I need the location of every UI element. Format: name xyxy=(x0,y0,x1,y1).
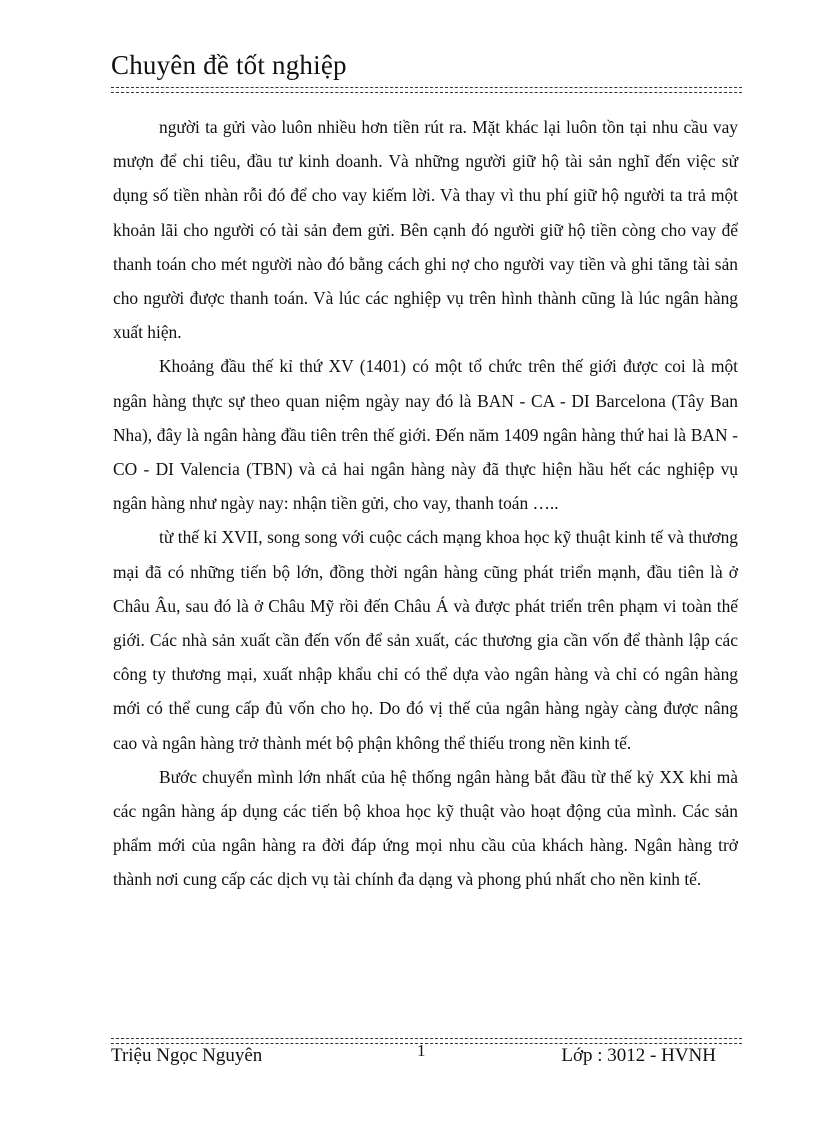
footer-author: Triệu Ngọc Nguyên xyxy=(111,1045,263,1066)
page-footer xyxy=(111,1041,742,1075)
paragraph: từ thế kỉ XVII, song song với cuộc cách mạng khoa học kỹ thuật kinh tế và thương mại đã có những tiến bộ lớn, đồng thời ngân hàng cũng phát triển mạnh, đầu tiên là ở Châu Âu, sau đó là ở Châu Mỹ rồi đến Châu Á và được phát triển trên phạm vi toàn thế giới. Các nhà sản xuất cần đến vốn để sản xuất, các thương gia cần vốn để thành lập các công ty thương mại, xuất nhập khẩu chỉ có thể dựa vào ngân hàng và chỉ có ngân hàng mới có thể cung cấp đủ vốn cho họ. Do đó vị thế của ngân hàng ngày càng được nâng cao và ngân hàng trở thành mét bộ phận không thể thiếu trong nền kinh tế. xyxy=(113,527,738,753)
footer-divider xyxy=(111,1038,742,1044)
paragraph: Bước chuyển mình lớn nhất của hệ thống ngân hàng bắt đầu từ thế kỷ XX khi mà các ngân hàng áp dụng các tiến bộ khoa học kỹ thuật vào hoạt động của mình. Các sản phẩm mới của ngân hàng ra đời đáp ứng mọi nhu cầu của khách hàng. Ngân hàng trở thành nơi cung cấp các dịch vụ tài chính đa dạng và phong phú nhất cho nền kinh tế. xyxy=(113,766,738,890)
page-number: 1 xyxy=(417,1041,426,1060)
paragraph: Khoảng đầu thế kỉ thứ XV (1401) có một tổ chức trên thế giới được coi là một ngân hàng thực sự theo quan niệm ngày nay đó là BAN - CA - DI Barcelona (Tây Ban Nha), đây là ngân hàng đầu tiên trên thế giới. Đến năm 1409 ngân hàng thứ hai là BAN - CO - DI Valencia (TBN) và cả hai ngân hàng này đã thực hiện hầu hết các nghiệp vụ ngân hàng như ngày nay: nhận tiền gửi, cho vay, thanh toán ….. xyxy=(113,356,738,514)
document-body xyxy=(113,110,738,897)
header-divider xyxy=(111,87,742,93)
footer-class-info: Lớp : 3012 - HVNH xyxy=(561,1045,716,1066)
paragraph: người ta gửi vào luôn nhiều hơn tiền rút ra. Mặt khác lại luôn tồn tại nhu cầu vay mượn để chi tiêu, đầu tư kinh doanh. Và những người giữ hộ tài sản nghĩ đến việc sử dụng số tiền nhàn rỗi đó để cho vay kiếm lời. Và thay vì thu phí giữ hộ người ta trả một khoản lãi cho người có tài sản đem gửi. Bên cạnh đó người giữ hộ tiền còng cho vay để thanh toán cho mét người nào đó bằng cách ghi nợ cho người vay tiền và ghi tăng tài sản cho người được thanh toán. Và lúc các nghiệp vụ trên hình thành cũng là lúc ngân hàng xuất hiện. xyxy=(113,117,738,343)
page-title: Chuyên đề tốt nghiệp xyxy=(111,50,347,80)
